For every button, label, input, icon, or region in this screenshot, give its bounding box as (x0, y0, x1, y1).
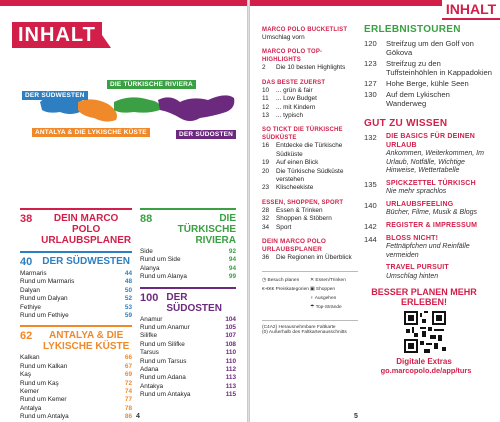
toc-entry-antalya[interactable] (20, 354, 132, 362)
toc-planer[interactable] (20, 208, 132, 246)
toc-entry-name: Side (140, 248, 153, 255)
toc-right-entry[interactable] (262, 87, 358, 95)
region-suedosten-shape (158, 95, 234, 121)
toc-entry-suedosten[interactable] (140, 366, 236, 374)
legend-spacer-2 (262, 305, 310, 310)
info-text (386, 133, 492, 176)
toc-entry-page: 105 (225, 324, 236, 332)
cutlery-icon: ✕ (310, 277, 315, 283)
toc-entry-suedwesten[interactable] (20, 312, 132, 320)
info-entry[interactable] (364, 201, 492, 218)
tour-entry[interactable] (364, 79, 492, 88)
toc-entry-page: 108 (225, 340, 236, 348)
toc-right-entry[interactable] (262, 159, 358, 167)
gut-zu-wissen-title[interactable]: GUT ZU WISSEN (364, 118, 448, 129)
left-page (0, 0, 247, 422)
toc-entry-page: 94 (228, 256, 236, 264)
toc-entry-suedosten[interactable] (140, 324, 236, 332)
tour-title: Streifzug um den Golf von Gökova (386, 39, 474, 57)
info-subtitle: Umschlag hinten (386, 272, 439, 280)
toc-riviera-list (140, 248, 236, 282)
toc-right-entry-page: 12 (262, 103, 270, 111)
tour-page: 130 (364, 90, 377, 99)
legend-shoppen: ▣ Shoppen (310, 286, 336, 292)
toc-right-entry-page: 10 (262, 86, 270, 94)
glass-icon: ♆ (310, 295, 314, 301)
toc-entry-name: Rund um Antalya (20, 413, 69, 421)
info-title: SPICKZETTEL TÜRKISCH (386, 179, 476, 187)
toc-planer-title: DEIN MARCO POLO URLAUBSPLANER (41, 213, 132, 246)
info-title: DIE BASICS FÜR DEINEN URLAUB (386, 133, 475, 149)
erlebnistouren-title[interactable]: ERLEBNISTOUREN (364, 24, 461, 35)
toc-entry-antalya[interactable] (20, 396, 132, 404)
tour-title: Hohe Berge, kühle Seen (386, 79, 469, 88)
toc-right-column-a (262, 26, 358, 335)
toc-right-entry-text: Die Türkische Südküste verstehen (276, 167, 344, 184)
toc-right-entry[interactable] (262, 104, 358, 112)
toc-entry-name: Rund um Antakya (140, 391, 191, 399)
toc-antalya-list (20, 354, 132, 421)
info-title: URLAUBSFEELING (386, 200, 454, 208)
beste-list (262, 87, 358, 121)
toc-entry-antalya[interactable] (20, 363, 132, 371)
toc-suedwesten-page: 40 (20, 256, 33, 268)
toc-entry-name: Antalya (20, 404, 42, 412)
promo-url[interactable]: go.marcopolo.de/app/turs (380, 366, 472, 375)
toc-planer-page: 38 (20, 213, 33, 225)
toc-entry-suedosten[interactable] (140, 383, 236, 391)
toc-entry-riviera[interactable] (140, 265, 236, 273)
toc-entry-name: Kemer (20, 388, 39, 396)
toc-entry-name: Antakya (140, 382, 164, 390)
toc-right-entry-page: 23 (262, 184, 270, 192)
toc-entry-suedosten[interactable] (140, 374, 236, 382)
tickt-title[interactable]: SO TICKT DIE TÜRKISCHE SÜDKÜSTE (262, 127, 343, 142)
toc-entry-name: Alanya (140, 264, 160, 272)
essen-list (262, 207, 358, 232)
info-page: 135 (364, 179, 377, 189)
toc-right-entry[interactable] (262, 224, 358, 232)
toc-entry-antalya[interactable] (20, 380, 132, 388)
info-page: 132 (364, 133, 377, 142)
erlebnistouren-list (364, 39, 492, 108)
toc-entry-suedosten[interactable] (140, 358, 236, 366)
toc-right-entry[interactable] (262, 142, 358, 159)
toc-suedosten-heading[interactable] (140, 287, 236, 314)
toc-antalya-heading[interactable] (20, 325, 132, 352)
toc-suedosten-list (140, 316, 236, 400)
shopping-bag-icon: ▣ (310, 286, 315, 292)
info-page: 140 (364, 200, 377, 210)
toc-entry-page: 110 (225, 357, 236, 365)
toc-entry-name: Fethiye (20, 303, 41, 311)
toc-right-entry-page: 20 (262, 167, 270, 175)
toc-entry-page: 92 (228, 248, 236, 255)
toc-right-entry-text: ... typisch (276, 112, 303, 120)
toc-right-entry-text: Sport (276, 223, 292, 231)
highlights-page: 2 (262, 64, 266, 72)
toc-entry-page: 52 (124, 295, 132, 303)
info-subtitle: Ankommen, Weiterkommen, Im Urlaub, Notfälle, Wichtige Hinweise, Wettertabelle (386, 150, 484, 174)
region-riviera-shape (114, 97, 160, 112)
legend-spacer (262, 296, 310, 301)
toc-entry-page: 110 (225, 349, 236, 357)
map-tag-suedwesten: DER SÜDWESTEN (22, 91, 88, 100)
toc-entry-name: Dalyan (20, 286, 40, 294)
planer-right-title[interactable]: DEIN MARCO POLO URLAUBSPLANER (262, 238, 327, 254)
toc-entry-name: Rund um Fethiye (20, 312, 69, 320)
toc-entry-name: Rund um Adana (140, 374, 186, 382)
toc-riviera-heading[interactable] (140, 208, 236, 246)
toc-entry-page: 50 (124, 286, 132, 294)
toc-entry-page: 113 (225, 374, 236, 382)
toc-entry-name: Rund um Kaş (20, 379, 59, 387)
toc-right-entry[interactable] (262, 207, 358, 215)
tour-page: 120 (364, 39, 377, 48)
toc-right-entry[interactable] (262, 95, 358, 103)
toc-entry-page: 72 (124, 379, 132, 387)
footnote-1: (C4A2) Herausnehmbare Faltkarte (262, 324, 336, 330)
toc-suedwesten-list (20, 270, 132, 320)
toc-right-entry[interactable] (262, 168, 358, 185)
toc-right-entry-text: ... Low Budget (276, 95, 317, 103)
toc-right-entry-page: 32 (262, 215, 270, 223)
toc-entry-page: 44 (124, 270, 132, 277)
toc-right-entry[interactable] (262, 215, 358, 223)
toc-right-entry-text: Shoppen & Stöbern (276, 215, 332, 223)
toc-entry-riviera[interactable] (140, 248, 236, 256)
highlights-title[interactable]: MARCO POLO TOP-HIGHLIGHTS (262, 49, 323, 64)
info-entry[interactable] (364, 133, 492, 176)
top-color-bar (0, 0, 247, 6)
tour-page: 127 (364, 79, 377, 88)
beste-title[interactable]: DAS BESTE ZUERST (262, 79, 326, 86)
map-tag-suedosten: DER SÜDOSTEN (176, 130, 236, 139)
toc-entry-name: Rund um Marmaris (20, 278, 75, 286)
toc-entry-name: Adana (140, 366, 159, 374)
toc-entry-page: 113 (225, 382, 236, 390)
toc-entry-suedosten[interactable] (140, 332, 236, 340)
bucketlist-sub: Umschlag vorn (262, 34, 305, 41)
tour-title: Streifzug zu den Tuffsteinhöhlen in Kappadokien (386, 59, 492, 77)
toc-suedosten-page: 100 (140, 291, 159, 304)
toc-right-entry-text: Klischeekiste (276, 184, 314, 192)
highlights-entry[interactable] (262, 64, 358, 72)
toc-right-entry-text: Entdecke die Türkische Südküste (276, 142, 343, 158)
info-text (386, 201, 477, 218)
legend-preis: €-€€€ Preiskategorien (262, 286, 309, 292)
tour-entry[interactable] (364, 90, 492, 108)
toc-entry-page: 67 (124, 362, 132, 370)
toc-riviera-title: DIE TÜRKISCHE RIVIERA (177, 213, 236, 246)
toc-entry-name: Rund um Tarsus (140, 357, 187, 365)
toc-entry-page: 99 (228, 273, 236, 281)
page-number-left: 4 (136, 413, 140, 420)
tickt-list (262, 142, 358, 192)
toc-entry-page: 78 (124, 404, 132, 412)
legend-essen: ✕ Essen/Trinken (310, 277, 346, 283)
toc-entry-page: 59 (124, 312, 132, 320)
toc-right-entry-text: Auf einen Blick (276, 159, 319, 167)
footnote-2: (0) Außerhalb des Faltkartenausschnitts (262, 329, 347, 335)
toc-right-entry-text: ... grün & fair (276, 86, 313, 94)
toc-entry-name: Tarsus (140, 349, 159, 357)
toc-entry-name: Kaş (20, 371, 32, 379)
toc-entry-name: Rund um Dalyan (20, 295, 68, 303)
toc-right-column-b (364, 24, 492, 375)
info-entry[interactable] (364, 235, 492, 261)
planer-right-text: Die Regionen im Überblick (276, 254, 352, 262)
toc-right-entry-page: 11 (262, 95, 269, 103)
toc-entry-page: 115 (225, 391, 236, 399)
info-text (386, 264, 449, 281)
legend (262, 271, 358, 310)
inhalt-heading-right: INHALT (442, 0, 500, 20)
inhalt-title: INHALT (18, 24, 96, 46)
toc-entry-name: Silifke (140, 332, 158, 340)
toc-entry-page: 66 (124, 354, 132, 362)
toc-antalya-page: 62 (20, 330, 33, 343)
info-text (386, 180, 476, 197)
info-entry[interactable] (364, 222, 492, 231)
region-antalya-shape (78, 99, 117, 121)
promo-title: BESSER PLANEN MEHR ERLEBEN! (371, 287, 477, 307)
toc-entry-name: Rund um Silifke (140, 340, 185, 348)
toc-entry-name: Kalkan (20, 354, 40, 362)
info-entry[interactable] (364, 180, 492, 197)
info-text (386, 235, 492, 261)
tour-entry[interactable] (364, 39, 492, 57)
toc-antalya-title: ANTALYA & DIE LYKISCHE KÜSTE (42, 330, 130, 353)
info-title: TRAVEL PURSUIT (386, 264, 449, 271)
gut-zu-wissen-list (364, 133, 492, 281)
toc-entry-page: 69 (124, 371, 132, 379)
toc-entry-riviera[interactable] (140, 273, 236, 281)
toc-entry-page: 94 (228, 264, 236, 272)
tour-title: Auf dem Lykischen Wanderweg (386, 90, 450, 108)
toc-right-entry-page: 13 (262, 112, 270, 120)
info-subtitle: Bücher, Filme, Musik & Blogs (386, 209, 478, 216)
toc-entry-suedwesten[interactable] (20, 304, 132, 312)
toc-entry-name: Marmaris (20, 270, 47, 277)
toc-entry-name: Rund um Kalkan (20, 362, 68, 370)
map-tag-riviera: DIE TÜRKISCHE RIVIERA (107, 80, 196, 89)
toc-entry-suedosten[interactable] (140, 341, 236, 349)
info-page (364, 264, 380, 281)
highlights-text: Die 10 besten Highlights (276, 64, 346, 72)
toc-entry-antalya[interactable] (20, 371, 132, 379)
qr-code-icon[interactable] (404, 311, 446, 353)
toc-entry-antalya[interactable] (20, 413, 132, 421)
toc-entry-page: 107 (225, 332, 236, 340)
toc-entry-suedosten[interactable] (140, 391, 236, 399)
toc-entry-suedwesten[interactable] (20, 278, 132, 286)
toc-entry-suedosten[interactable] (140, 349, 236, 357)
toc-suedosten-title: DER SÜDOSTEN (166, 291, 222, 314)
toc-entry-page: 77 (124, 396, 132, 404)
toc-entry-name: Rund um Anamur (140, 324, 190, 332)
top-color-bar-right (250, 0, 442, 6)
toc-entry-suedwesten[interactable] (20, 295, 132, 303)
toc-entry-page: 74 (124, 388, 132, 396)
toc-entry-page: 86 (124, 413, 132, 421)
promo-extras: Digitale Extras (396, 357, 452, 366)
toc-entry-name: Rund um Alanya (140, 273, 187, 281)
page-number-right: 5 (354, 413, 358, 420)
toc-entry-page: 104 (225, 315, 236, 323)
toc-entry-suedosten[interactable] (140, 316, 236, 324)
info-page: 144 (364, 234, 377, 244)
toc-right-entry[interactable] (262, 184, 358, 192)
toc-column-left (20, 208, 132, 422)
toc-column-right (140, 208, 236, 400)
clock-icon: ◷ (262, 277, 267, 283)
map-tag-antalya: ANTALYA & DIE LYKISCHE KÜSTE (32, 128, 150, 137)
toc-right-entry-page: 19 (262, 159, 270, 167)
legend-top: ☂ Top-Strände (310, 304, 342, 310)
legend-besuch: ◷ Besuch planen (262, 277, 300, 283)
essen-title[interactable]: ESSEN, SHOPPEN, SPORT (262, 199, 344, 206)
tour-entry[interactable] (364, 59, 492, 77)
right-page (250, 0, 500, 422)
info-subtitle: Nie mehr sprachlos (386, 188, 447, 195)
planer-right-entry[interactable] (262, 254, 358, 262)
toc-entry-name: Anamur (140, 315, 163, 323)
toc-entry-antalya[interactable] (20, 388, 132, 396)
toc-riviera-page: 88 (140, 213, 153, 225)
info-entry[interactable] (364, 264, 492, 281)
beach-icon: ☂ (310, 304, 315, 310)
toc-suedwesten-heading[interactable] (20, 251, 132, 268)
info-text (386, 222, 477, 231)
toc-entry-suedwesten[interactable] (20, 287, 132, 295)
footnotes (262, 320, 358, 335)
tour-page: 123 (364, 59, 377, 68)
toc-right-entry-text: Essen & Trinken (276, 206, 323, 214)
inhalt-heading (12, 22, 102, 48)
toc-suedwesten-title: DER SÜDWESTEN (42, 256, 131, 267)
legend-ausgehen: ♆ Ausgehen (310, 295, 337, 301)
toc-entry-suedwesten[interactable] (20, 270, 132, 278)
toc-entry-page: 53 (124, 303, 132, 311)
info-page: 142 (364, 221, 377, 231)
toc-entry-page: 48 (124, 278, 132, 286)
toc-entry-page: 112 (225, 366, 236, 374)
toc-entry-name: Rund um Kemer (20, 396, 67, 404)
toc-entry-riviera[interactable] (140, 256, 236, 264)
toc-right-entry[interactable] (262, 112, 358, 120)
bucketlist-title[interactable]: MARCO POLO BUCKETLIST (262, 27, 348, 33)
planer-right-page: 36 (262, 254, 270, 262)
toc-right-entry-text: ... mit Kindern (276, 103, 316, 111)
toc-right-entry-page: 28 (262, 206, 270, 214)
info-subtitle: Fettnäpfchen und Reinfälle vermeiden (386, 243, 470, 259)
toc-right-entry-page: 34 (262, 223, 270, 231)
toc-entry-antalya[interactable] (20, 405, 132, 413)
toc-entry-name: Rund um Side (140, 256, 181, 264)
toc-right-entry-page: 16 (262, 142, 270, 150)
info-title: REGISTER & IMPRESSUM (386, 221, 478, 229)
info-title: BLOSS NICHT! (386, 234, 439, 242)
